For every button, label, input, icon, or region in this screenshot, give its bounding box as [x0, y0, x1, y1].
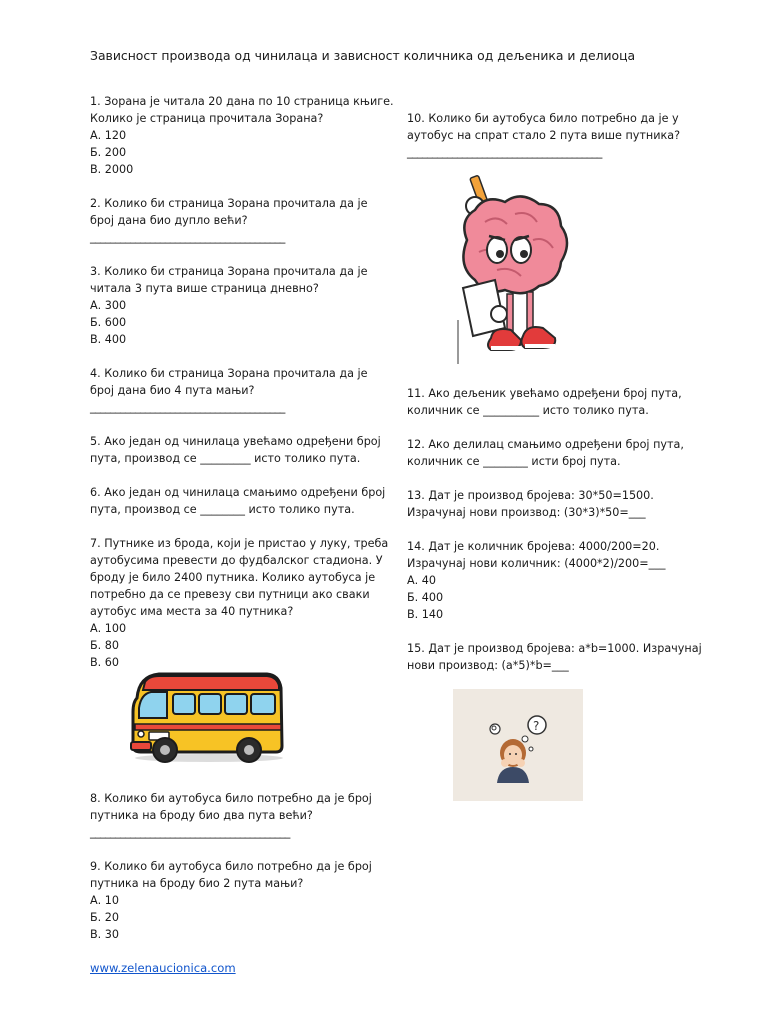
question-5 [90, 433, 390, 467]
question-10 [407, 110, 707, 161]
question-9 [90, 858, 390, 943]
answer-option: А. 120 [90, 129, 127, 142]
answer-option: В. 140 [407, 608, 444, 621]
thinking-girl-illustration [453, 689, 583, 801]
question-1 [90, 93, 394, 178]
question-text: потребно да се превезу сви путници ако сваки [90, 588, 370, 601]
question-text: путника на броду био 2 пута мањи? [90, 877, 304, 890]
question-2 [90, 195, 390, 246]
question-text: 11. Ако дељеник увећамо одређени број пута, [407, 387, 682, 400]
bus-icon [127, 668, 287, 764]
answer-option: А. 300 [90, 299, 127, 312]
question-text: број дана био 4 пута мањи? [90, 384, 255, 397]
answer-option: А. 10 [90, 894, 120, 907]
answer-option: Б. 200 [90, 146, 127, 159]
answer-blank: _______________________________________ [90, 401, 285, 414]
left-column [90, 93, 394, 960]
question-text: 10. Колико би аутобуса било потребно да је у [407, 112, 679, 125]
answer-option: А. 40 [407, 574, 437, 587]
question-text: 4. Колико би страница Зорана прочитала да је [90, 367, 368, 380]
question-7 [90, 535, 390, 671]
question-text: пута, производ се _________ исто толико пута. [90, 452, 361, 465]
question-text: број дана био дупло већи? [90, 214, 248, 227]
answer-blank: _______________________________________ [90, 231, 285, 244]
question-text: 3. Колико би страница Зорана прочитала да је [90, 265, 368, 278]
question-11 [407, 385, 707, 419]
answer-option: В. 2000 [90, 163, 134, 176]
answer-option: А. 100 [90, 622, 127, 635]
page-title: Зависност производа од чинилаца и зависност количника од дељеника и делиоца [90, 48, 636, 63]
footer-website-link[interactable]: www.zelenaucionica.com [90, 961, 236, 975]
question-text: 2. Колико би страница Зорана прочитала да је [90, 197, 368, 210]
brain-illustration [445, 170, 580, 370]
answer-option: В. 60 [90, 656, 120, 669]
question-text: 8. Колико би аутобуса било потребно да је број [90, 792, 372, 805]
answer-option: Б. 400 [407, 591, 444, 604]
answer-option: В. 30 [90, 928, 120, 941]
svg-text:?: ? [533, 719, 540, 733]
question-text: 5. Ако један од чинилаца увећамо одређени број [90, 435, 381, 448]
question-text: аутобусима превести до фудбалског стадиона. У [90, 554, 383, 567]
question-text: путника на броду био два пута већи? [90, 809, 313, 822]
question-8 [90, 790, 390, 841]
question-text: 9. Колико би аутобуса било потребно да је број [90, 860, 372, 873]
question-text: 15. Дат је производ бројева: a*b=1000. Израчунај [407, 642, 702, 655]
answer-option: Б. 600 [90, 316, 127, 329]
brain-character-icon [445, 170, 580, 370]
question-text: 12. Ако делилац смањимо одређени број пута, [407, 438, 684, 451]
question-12 [407, 436, 707, 470]
question-text: Колико је страница прочитала Зорана? [90, 112, 324, 125]
question-6 [90, 484, 390, 518]
question-text: броду је било 2400 путника. Колико аутобуса је [90, 571, 376, 584]
question-text: пута, производ се ________ исто толико пута. [90, 503, 355, 516]
thinking-girl-icon [453, 689, 583, 801]
question-14 [407, 538, 707, 623]
question-3 [90, 263, 390, 348]
question-15 [407, 640, 707, 674]
question-text: 7. Путнике из брода, који је пристао у луку, треба [90, 537, 389, 550]
question-text: 13. Дат је производ бројева: 30*50=1500. [407, 489, 654, 502]
answer-option: Б. 20 [90, 911, 120, 924]
bus-illustration [127, 668, 287, 764]
question-text: Израчунај нови количник: (4000*2)/200=___ [407, 557, 666, 570]
question-text: Израчунај нови производ: (30*3)*50=___ [407, 506, 646, 519]
question-text: количник се ________ исти број пута. [407, 455, 621, 468]
answer-option: В. 400 [90, 333, 127, 346]
question-text: 1. Зорана је читала 20 дана по 10 страница књиге. [90, 95, 394, 108]
question-text: аутобус има места за 40 путника? [90, 605, 294, 618]
answer-blank: _______________________________________ [407, 146, 602, 159]
question-text: нови производ: (a*5)*b=___ [407, 659, 569, 672]
answer-option: Б. 80 [90, 639, 120, 652]
question-text: аутобус на спрат стало 2 пута више путника? [407, 129, 681, 142]
question-text: количник се __________ исто толико пута. [407, 404, 649, 417]
answer-blank: ________________________________________ [90, 826, 290, 839]
question-13 [407, 487, 707, 521]
question-text: читала 3 пута више страница дневно? [90, 282, 319, 295]
question-4 [90, 365, 390, 416]
question-text: 6. Ако један од чинилаца смањимо одређени број [90, 486, 386, 499]
question-text: 14. Дат је количник бројева: 4000/200=20. [407, 540, 660, 553]
